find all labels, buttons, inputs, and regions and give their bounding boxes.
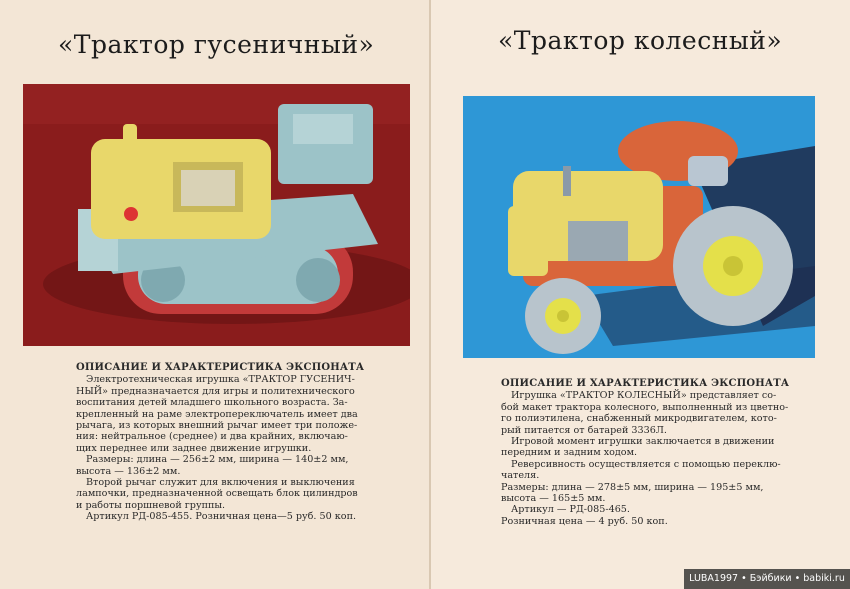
left-text-line: и работы поршневой группы. xyxy=(76,499,226,511)
left-text-line: НЫЙ» предназначается для игры и политехнического xyxy=(76,385,355,397)
right-text-line: Реверсивность осуществляется с помощью переклю- xyxy=(511,458,781,470)
left-text-line: щих переднее или заднее движение игрушки. xyxy=(76,442,312,454)
left-text-line: Второй рычаг служит для включения и выключения xyxy=(86,477,355,489)
right-text-line: Игрушка «ТРАКТОР КОЛЕСНЫЙ» представляет со- xyxy=(511,390,777,402)
wheeled-tractor-photo xyxy=(463,96,815,358)
right-text-line: высота — 165±5 мм. xyxy=(501,493,606,505)
wheeled-tractor-image xyxy=(463,96,815,358)
left-text-line: воспитания детей младшего школьного возраста. За- xyxy=(76,397,348,409)
right-text-line: бой макет трактора колесного, выполненный из цветно- xyxy=(501,401,789,413)
right-description xyxy=(501,378,789,527)
left-text-line: Размеры: длина — 256±2 мм, ширина — 140±2 мм, xyxy=(86,454,349,466)
crawler-tractor-image xyxy=(23,84,410,346)
right-page-title: «Трактор колесный» xyxy=(498,26,783,55)
right-text-line: чателя. xyxy=(501,470,540,482)
left-description-heading: ОПИСАНИЕ И ХАРАКТЕРИСТИКА ЭКСПОНАТА xyxy=(76,362,365,373)
right-text-line: Артикул — РД-085-465. xyxy=(511,504,630,516)
left-text-line: Артикул РД-085-455. Розничная цена—5 руб. 50 коп. xyxy=(86,511,357,523)
right-text-line: го полиэтилена, снабженный микродвигателем, кото- xyxy=(501,413,777,425)
left-text-line: высота — 136±2 мм. xyxy=(76,465,181,477)
left-text-line: крепленный на раме электропереключатель имеет два xyxy=(76,408,358,420)
right-text-line: Игровой момент игрушки заключается в движении xyxy=(511,436,775,448)
right-description-heading: ОПИСАНИЕ И ХАРАКТЕРИСТИКА ЭКСПОНАТА xyxy=(501,378,790,389)
left-description xyxy=(76,362,364,523)
right-text-line: рый питается от батарей 3336Л. xyxy=(501,424,667,436)
left-text-line: Электротехническая игрушка «ТРАКТОР ГУСЕНИЧ- xyxy=(86,374,355,386)
crawler-tractor-photo xyxy=(23,84,410,346)
right-text-line: Размеры: длина — 278±5 мм, ширина — 195±5 мм, xyxy=(501,481,764,493)
left-text-line: ния: нейтральное (среднее) и два крайних, включаю- xyxy=(76,431,348,443)
left-page-title: «Трактор гусеничный» xyxy=(58,30,375,59)
left-text-line: лампочки, предназначенной освещать блок цилиндров xyxy=(76,488,358,500)
right-text-line: передним и задним ходом. xyxy=(501,447,638,459)
left-text-line: рычага, из которых внешний рычаг имеет три положе- xyxy=(76,420,358,432)
right-page xyxy=(431,0,850,589)
right-text-line: Розничная цена — 4 руб. 50 коп. xyxy=(501,515,668,527)
site-watermark: LUBA1997 • Бэйбики • babiki.ru xyxy=(684,569,850,589)
